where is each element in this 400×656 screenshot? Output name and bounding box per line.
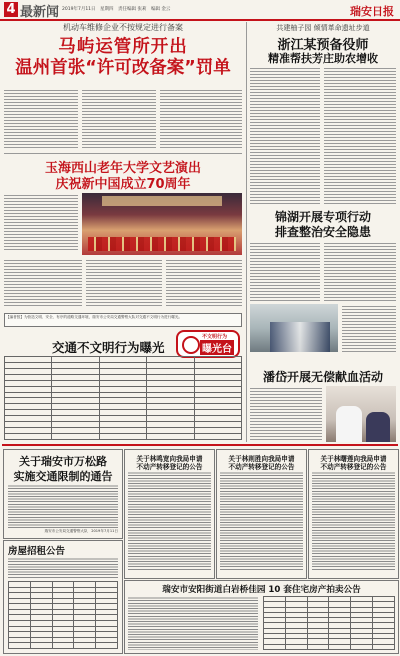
rental-title: 房屋招租公告 — [8, 546, 66, 557]
auction-body — [128, 596, 258, 650]
notice-title-1: 关于瑞安市万松路 — [19, 455, 107, 468]
article-body-column — [4, 258, 82, 308]
notice-land-1 — [124, 449, 215, 579]
badge-top-text: 不文明行为 — [202, 334, 228, 340]
newspaper-logo: 瑞安日报 — [350, 5, 394, 18]
table-cell — [329, 644, 351, 649]
donation-photo — [326, 386, 396, 442]
article-body-column — [324, 66, 396, 204]
page-number: 4 — [4, 2, 18, 17]
article-body-column — [166, 258, 242, 308]
article-body-column — [86, 258, 162, 308]
table-cell — [30, 643, 52, 649]
notice-title-1: 关于林则胜向我局申请 — [228, 455, 295, 463]
article-body-column — [82, 88, 156, 150]
article-body-column — [4, 88, 78, 150]
story-headline: 潘岱开展无偿献血活动 — [262, 370, 383, 384]
article-body-column — [342, 304, 396, 352]
violation-table — [4, 356, 242, 440]
story-headline-2: 温州首张“许可改备案”罚单 — [15, 58, 231, 78]
notice-title-2: 不动产转移登记的公告 — [136, 463, 203, 471]
table-cell — [96, 643, 118, 649]
table-cell — [264, 644, 286, 649]
notice-title-1: 关于林曙莲向我局申请 — [320, 455, 387, 463]
table-row — [5, 433, 242, 439]
target-icon — [182, 336, 200, 354]
section-rule — [2, 444, 398, 446]
table-cell — [285, 644, 307, 649]
page-header — [0, 0, 400, 21]
notice-traffic-box — [3, 449, 123, 539]
table-cell — [99, 433, 146, 439]
story-headline-2: 排查整治安全隐患 — [274, 225, 371, 239]
table-cell — [52, 643, 74, 649]
story-headline-2: 精准帮扶芳庄助农增收 — [268, 52, 378, 65]
article-body-column — [324, 241, 396, 301]
column-divider — [246, 22, 247, 442]
article-body-column — [250, 66, 320, 204]
notice-title-2: 实施交通限制的通告 — [13, 470, 113, 483]
divider — [4, 153, 242, 154]
table-cell — [52, 433, 99, 439]
table-cell — [147, 433, 194, 439]
article-body-column — [4, 193, 78, 251]
article-body-column — [250, 386, 322, 442]
table-cell — [74, 643, 96, 649]
exposure-badge — [176, 330, 240, 358]
auction-table — [263, 596, 395, 650]
rental-ad — [3, 540, 123, 654]
table-row — [264, 644, 395, 649]
notice-title-2: 不动产转移登记的公告 — [228, 463, 295, 471]
performance-photo — [82, 193, 242, 255]
table-cell — [9, 643, 31, 649]
story-headline-1: 锦湖开展专项行动 — [274, 210, 371, 224]
rental-table — [8, 581, 118, 649]
section-title: 最新闻 — [20, 5, 60, 20]
story-kicker: 机动车维修企业不按规定进行备案 — [63, 23, 183, 32]
story-headline-2: 庆祝新中国成立70周年 — [55, 177, 191, 192]
badge-bottom-text: 曝光台 — [200, 340, 234, 355]
story-kicker: 共建柚子园 倾情革命遗址步道 — [276, 24, 370, 32]
story-headline-1: 玉海西山老年大学文艺演出 — [44, 161, 201, 176]
notice-body — [8, 484, 118, 528]
inspection-photo — [250, 304, 338, 352]
story-cleanup — [4, 22, 242, 86]
article-body-column — [250, 241, 320, 301]
notice-body — [128, 471, 211, 571]
date-line: 2019年7月11日 星期四 责任编辑 张莉 编辑 金云 — [62, 7, 171, 12]
notice-body — [220, 471, 303, 571]
table-cell — [373, 644, 395, 649]
rental-body — [8, 557, 118, 579]
editor-note: 【编者按】为营造文明、安全、有序的道路交通环境，瑞安市公安局交通警察大队对交通不文明行为进行曝光。 — [4, 313, 242, 327]
table-cell — [194, 433, 241, 439]
article-body-column — [160, 88, 242, 150]
notice-footer: 瑞安市公安局交通警察大队 2019年7月11日 — [44, 529, 118, 533]
table-row — [9, 643, 118, 649]
auction-ad — [124, 580, 399, 654]
auction-headline: 瑞安市安阳街道白岩桥佳园 10 套住宅房产拍卖公告 — [162, 585, 361, 595]
table-cell — [351, 644, 373, 649]
notice-title-2: 不动产转移登记的公告 — [320, 463, 387, 471]
notice-title-1: 关于林鸣宽向我局申请 — [136, 455, 203, 463]
table-cell — [5, 433, 52, 439]
story-headline-1: 浙江某预备役师 — [277, 38, 369, 53]
notice-land-2 — [216, 449, 307, 579]
notice-body — [312, 471, 395, 571]
table-cell — [307, 644, 329, 649]
story-headline-1: 马屿运管所开出 — [58, 37, 188, 57]
notice-land-3 — [308, 449, 399, 579]
traffic-section-title: 交通不文明行为曝光 — [52, 340, 165, 355]
